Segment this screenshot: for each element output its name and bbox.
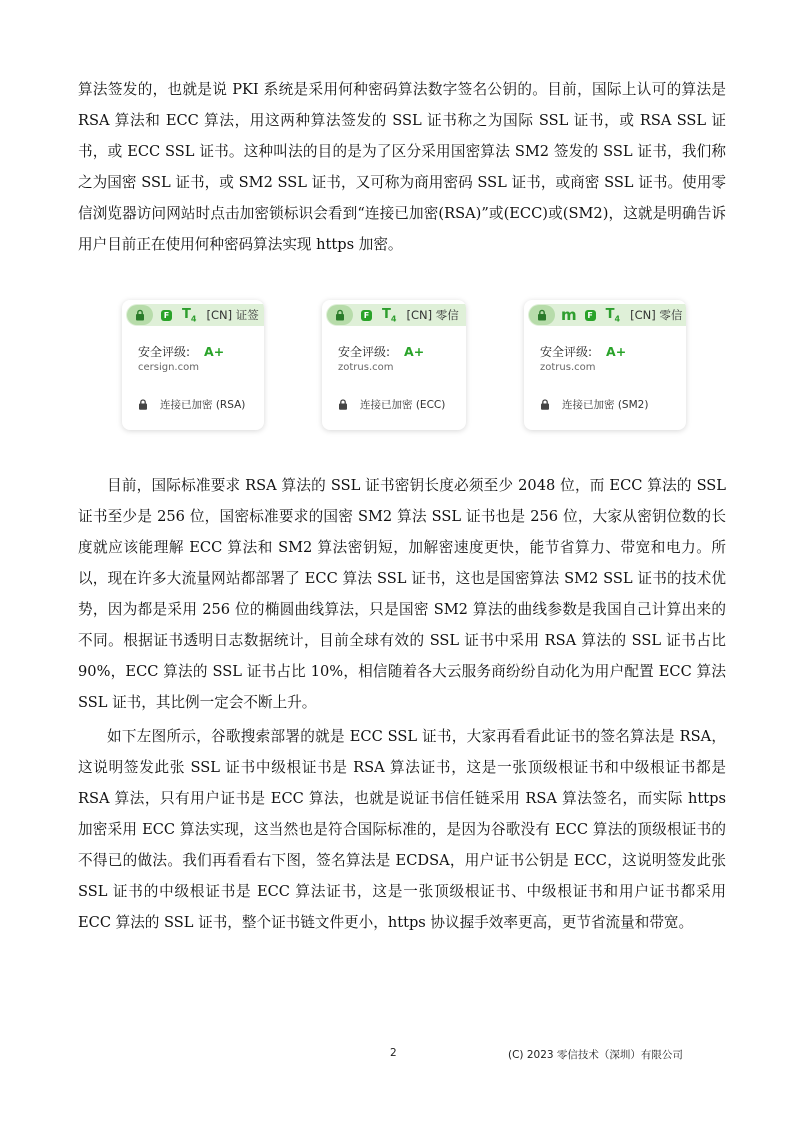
- address-bar: [126, 304, 264, 326]
- cert-org-label: [CN] 零信: [630, 308, 683, 322]
- t-badge-sub: 4: [390, 314, 397, 324]
- grade-label: 安全评级:: [138, 345, 191, 359]
- f-badge-icon: F: [161, 310, 172, 321]
- lock-icon: [134, 309, 146, 321]
- security-grade-row: [138, 343, 224, 360]
- lock-icon: [138, 399, 148, 410]
- domain-text: zotrus.com: [338, 362, 394, 373]
- grade-value: A+: [404, 344, 425, 359]
- cert-org-label: [CN] 证签: [206, 308, 259, 322]
- connection-status-row[interactable]: [338, 397, 445, 412]
- lock-icon: [338, 399, 348, 410]
- t4-badge-icon: [382, 307, 396, 324]
- f-badge-icon: F: [361, 310, 372, 321]
- connection-status-row[interactable]: [138, 397, 245, 412]
- f-badge-icon: F: [585, 310, 596, 321]
- cert-panel-sm2: [524, 300, 686, 430]
- lock-icon: [540, 399, 550, 410]
- grade-label: 安全评级:: [540, 345, 593, 359]
- paragraph-intro: 算法签发的，也就是说 PKI 系统是采用何种密码算法数字签名公钥的。目前，国际上认可的算法是 RSA 算法和 ECC 算法，用这两种算法签发的 SSL 证书称之为国际 SSL 证书，或 RSA SSL 证书，或 ECC SSL 证书。这种叫法的目的是为了区分采用国密算法 SM2 签发的 SSL 证书，我们称之为国密 SSL 证书，或 SM2 SSL 证书，又可称为商用密码 SSL 证书，或商密 SSL 证书。使用零信浏览器访问网站时点击加密锁标识会看到“连接已加密(RSA)”或(ECC)或(SM2)，这就是明确告诉用户目前正在使用何种密码算法实现 https 加密。: [78, 81, 726, 253]
- address-bar: [528, 304, 686, 326]
- grade-label: 安全评级:: [338, 345, 391, 359]
- security-grade-row: [540, 343, 626, 360]
- cert-panel-ecc: [322, 300, 466, 430]
- m-badge-icon: m: [561, 305, 577, 324]
- t-badge-sub: 4: [614, 314, 621, 324]
- paragraph-google-example: 如下左图所示，谷歌搜索部署的就是 ECC SSL 证书，大家再看看此证书的签名算法是 RSA，这说明签发此张 SSL 证书中级根证书是 RSA 算法证书，这是一张顶级根证书和中级根证书都是 RSA 算法，只有用户证书是 ECC 算法，也就是说证书信任链采用 RSA 算法签名，而实际 https 加密采用 ECC 算法实现，这当然也是符合国际标准的，是因为谷歌没有 ECC 算法的顶级根证书的不得已的做法。我们再看看右下图，签名算法是 ECDSA，用户证书公钥是 ECC，这说明签发此张 SSL 证书的中级根证书是 ECC 算法证书，这是一张顶级根证书、中级根证书和用户证书都采用 ECC 算法的 SSL 证书，整个证书链文件更小，https 协议握手效率更高，更节省流量和带宽。: [78, 728, 726, 931]
- grade-value: A+: [606, 344, 627, 359]
- t4-badge-icon: [182, 307, 196, 324]
- connection-status-row[interactable]: [540, 397, 648, 412]
- lock-button[interactable]: [327, 305, 353, 325]
- connection-status-text: 连接已加密 (RSA): [160, 399, 246, 411]
- footer-copyright: (C) 2023 零信技术（深圳）有限公司: [508, 1049, 683, 1061]
- t4-badge-icon: [606, 307, 620, 324]
- page-number: 2: [390, 1047, 397, 1059]
- cert-panel-rsa: [122, 300, 264, 430]
- lock-button[interactable]: [529, 305, 555, 325]
- browser-lock-screenshots: [0, 300, 794, 435]
- t-badge-letter: T: [382, 306, 391, 322]
- address-bar: [326, 304, 466, 326]
- security-grade-row: [338, 343, 424, 360]
- lock-icon: [536, 309, 548, 321]
- connection-status-text: 连接已加密 (ECC): [360, 399, 446, 411]
- lock-icon: [334, 309, 346, 321]
- paragraph-key-length: 目前，国际标准要求 RSA 算法的 SSL 证书密钥长度必须至少 2048 位，而 ECC 算法的 SSL 证书至少是 256 位，国密标准要求的国密 SM2 算法 SSL 证书也是 256 位，大家从密钥位数的长度就应该能理解 ECC 算法和 SM2 算法密钥短，加解密速度更快，能节省算力、带宽和电力。所以，现在许多大流量网站都部署了 ECC 算法 SSL 证书，这也是国密算法 SM2 SSL 证书的技术优势，因为都是采用 256 位的椭圆曲线算法，只是国密 SM2 算法的曲线参数是我国自己计算出来的不同。根据证书透明日志数据统计，目前全球有效的 SSL 证书中采用 RSA 算法的 SSL 证书占比 90%，ECC 算法的 SSL 证书占比 10%，相信随着各大云服务商纷纷自动化为用户配置 ECC 算法 SSL 证书，其比例一定会不断上升。: [78, 477, 726, 711]
- t-badge-sub: 4: [190, 314, 197, 324]
- t-badge-letter: T: [605, 306, 615, 322]
- t-badge-letter: T: [182, 306, 191, 322]
- domain-text: zotrus.com: [540, 362, 596, 373]
- connection-status-text: 连接已加密 (SM2): [562, 399, 649, 411]
- lock-button[interactable]: [127, 305, 153, 325]
- grade-value: A+: [204, 344, 225, 359]
- domain-text: cersign.com: [138, 362, 199, 373]
- cert-org-label: [CN] 零信: [406, 308, 459, 322]
